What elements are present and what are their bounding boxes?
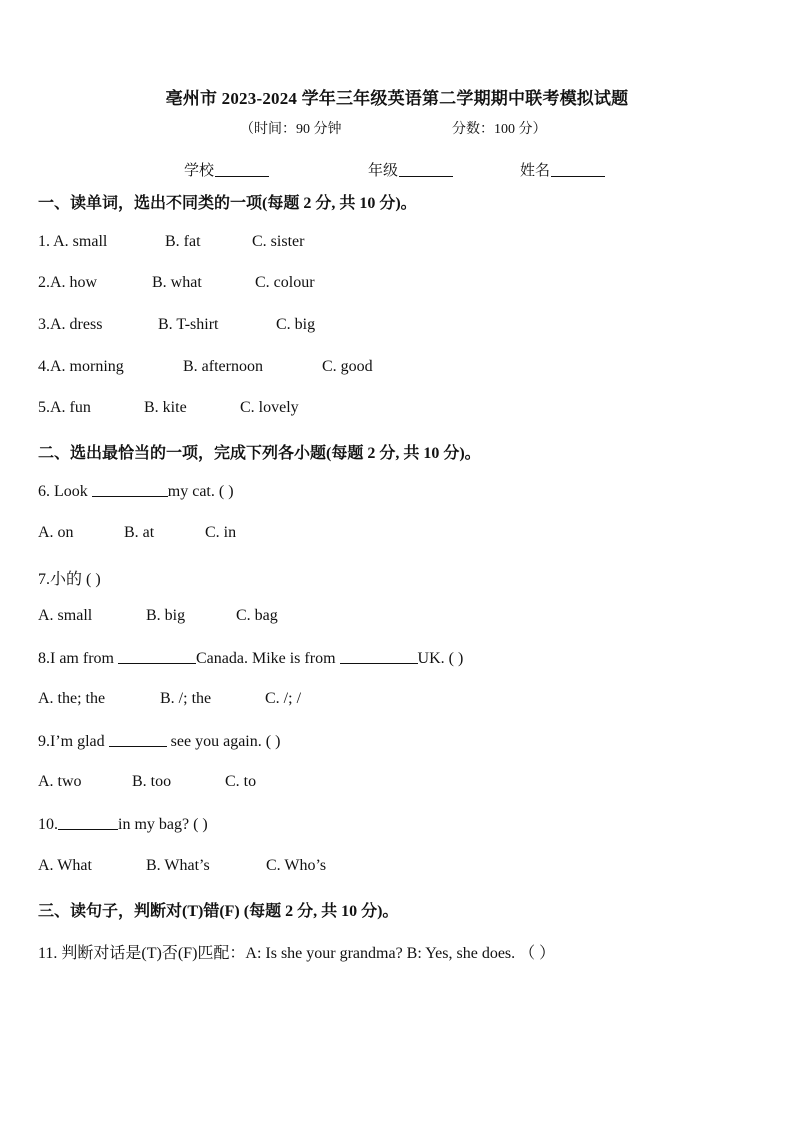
name-label: 姓名 [520,163,551,179]
q1-option-c: C. sister [252,233,305,250]
exam-score: 分数：100 分） [452,122,547,137]
school-field[interactable] [184,159,269,180]
q9-option-b: B. too [132,773,172,790]
q6-stem-post: my cat. ( ) [167,483,234,500]
q8-blank-1[interactable] [118,649,196,664]
q10-option-c: C. Who’s [266,857,327,874]
q3-option-b: B. T-shirt [158,316,219,333]
q2-option-b: B. what [152,274,202,291]
exam-time: （时间：90 分钟 [240,122,342,137]
q5-option-a: 5.A. fun [38,399,91,416]
grade-blank[interactable] [399,162,453,177]
q1-option-b: B. fat [165,233,201,250]
q7-option-a: A. small [38,607,93,624]
q9-option-c: C. to [225,773,257,790]
name-field[interactable] [520,159,605,180]
school-blank[interactable] [215,162,269,177]
q9-stem-post: see you again. ( ) [166,733,281,750]
q9-stem [38,732,280,751]
school-label: 学校 [184,163,215,179]
q8-option-b: B. /; the [160,690,212,707]
grade-label: 年级 [368,163,399,179]
q10-option-b: B. What’s [146,857,210,874]
q10-stem [38,815,208,834]
q7-stem: 7.小的 ( ) [38,571,101,588]
q9-blank[interactable] [109,732,167,747]
q8-option-c: C. /; / [265,690,302,707]
q6-blank[interactable] [92,482,168,497]
q8-stem-post: UK. ( ) [417,650,464,667]
q5-option-c: C. lovely [240,399,299,416]
q7-option-c: C. bag [236,607,278,624]
q4-option-c: C. good [322,358,373,375]
section-3-heading: 三、读句子，判断对(T)错(F) (每题 2 分, 共 10 分)。 [38,903,399,920]
q4-option-b: B. afternoon [183,358,263,375]
q6-stem-pre: 6. Look [38,483,92,500]
q4-option-a: 4.A. morning [38,358,124,375]
q6-option-a: A. on [38,524,74,541]
q3-option-a: 3.A. dress [38,316,103,333]
q8-blank-2[interactable] [340,649,418,664]
grade-field[interactable] [368,159,453,180]
page-title: 亳州市 2023-2024 学年三年级英语第二学期期中联考模拟试题 [165,89,629,108]
q2-option-a: 2.A. how [38,274,98,291]
q8-stem-mid: Canada. Mike is from [195,650,340,667]
q10-blank[interactable] [58,815,118,830]
q9-stem-pre: 9.I’m glad [38,733,109,750]
q3-option-c: C. big [276,316,316,333]
q11-stem: 11. 判断对话是(T)否(F)匹配：A: Is she your grandma? B: Yes, she does. （ ） [38,945,556,962]
name-blank[interactable] [551,162,605,177]
q8-stem [38,649,463,668]
q8-option-a: A. the; the [38,690,106,707]
q6-stem [38,482,234,501]
q6-option-c: C. in [205,524,237,541]
q5-option-b: B. kite [144,399,187,416]
q7-option-b: B. big [146,607,186,624]
q6-option-b: B. at [124,524,155,541]
q10-stem-pre: 10. [38,816,58,833]
q10-stem-post: in my bag? ( ) [118,816,208,833]
section-1-heading: 一、读单词，选出不同类的一项(每题 2 分, 共 10 分)。 [38,195,417,212]
q8-stem-pre: 8.I am from [38,650,118,667]
section-2-heading: 二、选出最恰当的一项，完成下列各小题(每题 2 分, 共 10 分)。 [38,445,481,462]
q9-option-a: A. two [38,773,82,790]
q1-option-a: 1. A. small [38,233,108,250]
q10-option-a: A. What [38,857,92,874]
q2-option-c: C. colour [255,274,315,291]
